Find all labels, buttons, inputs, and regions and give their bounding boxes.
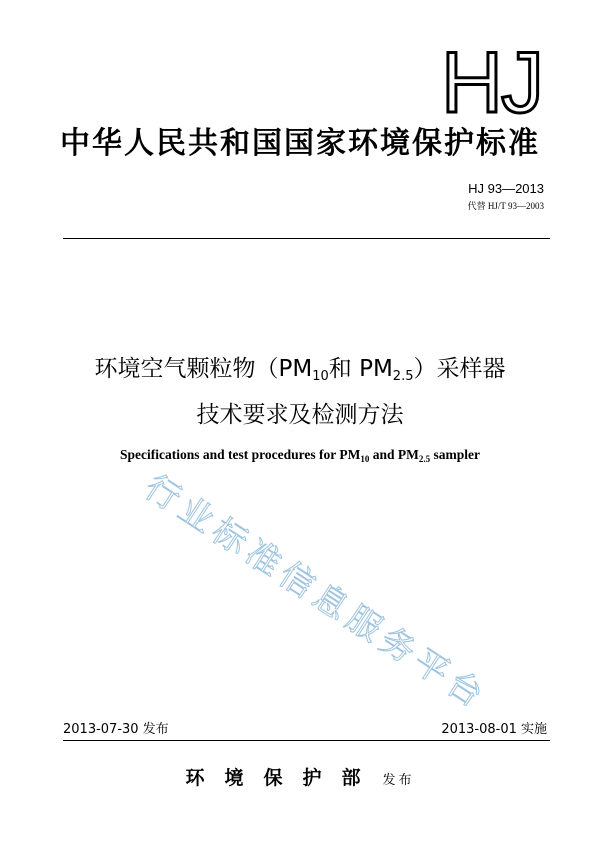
english-title-part-b: and PM bbox=[369, 447, 419, 462]
english-title-part-c: sampler bbox=[430, 447, 480, 462]
issuer-action: 发布 bbox=[382, 773, 415, 788]
title-part-b: 和 PM bbox=[328, 356, 393, 382]
title-part-a: 环境空气颗粒物（PM bbox=[94, 356, 313, 382]
issuer bbox=[0, 763, 600, 790]
title-line-1 bbox=[0, 350, 600, 384]
top-divider bbox=[63, 238, 550, 239]
implement-date: 2013-08-01 实施 bbox=[441, 722, 547, 737]
replaces-standard: 代替 HJ/T 93—2003 bbox=[467, 201, 544, 211]
hj-logo: HJ bbox=[440, 35, 542, 131]
issuing-authority: 中华人民共和国国家环境保护标准 bbox=[60, 126, 540, 161]
standard-code: HJ 93—2013 bbox=[468, 181, 544, 196]
english-title-part-a: Specifications and test procedures for PM bbox=[120, 447, 361, 462]
bottom-divider bbox=[63, 740, 550, 741]
issuer-org: 环境保护部 bbox=[185, 767, 381, 789]
publish-date: 2013-07-30 发布 bbox=[63, 722, 169, 737]
title-line-2: 技术要求及检测方法 bbox=[196, 402, 404, 428]
english-title bbox=[0, 447, 600, 464]
english-subscript-pm25: 2.5 bbox=[418, 454, 431, 464]
title-subscript-pm10: 10 bbox=[312, 369, 329, 384]
english-subscript-pm10: 10 bbox=[360, 454, 370, 464]
title-part-c: ）采样器 bbox=[413, 356, 506, 382]
title-subscript-pm25: 2.5 bbox=[392, 369, 414, 384]
watermark: 行业标准信息服务平台 bbox=[137, 467, 495, 719]
